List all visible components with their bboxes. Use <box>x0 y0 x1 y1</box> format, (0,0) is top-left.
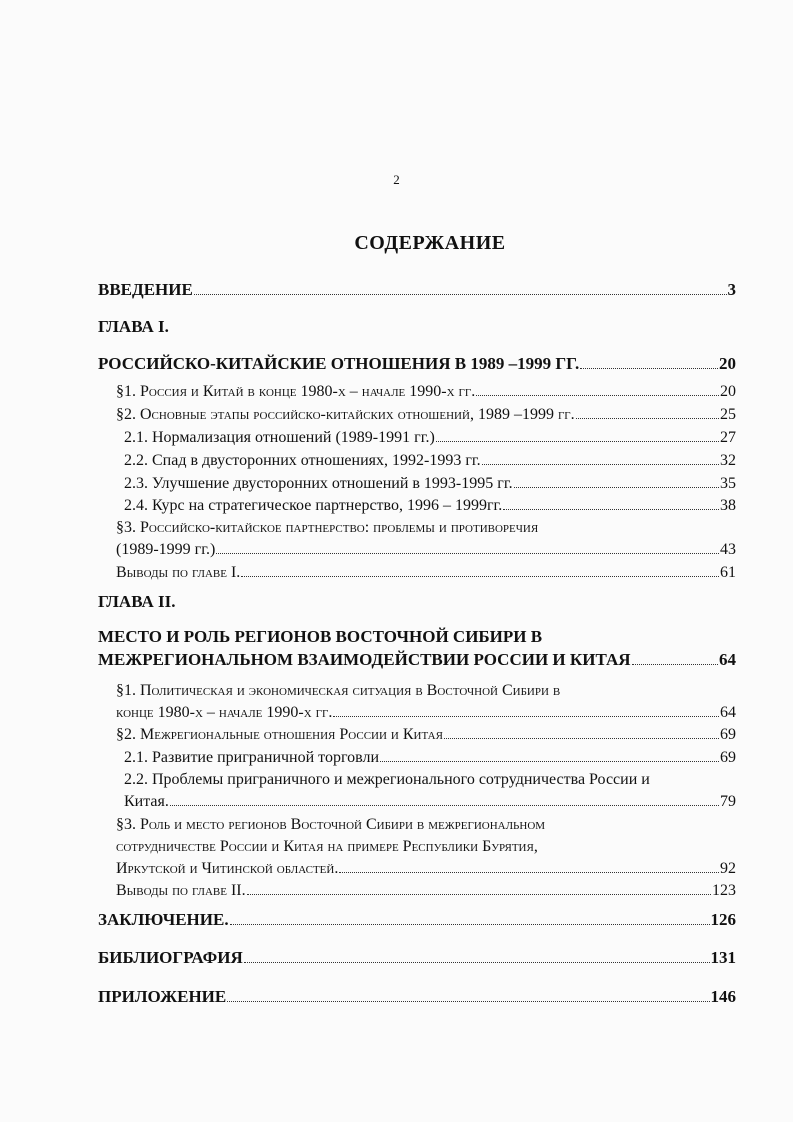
toc-page-number: 64 <box>719 650 736 669</box>
toc-page-number: 3 <box>727 280 736 299</box>
toc-page-number: 61 <box>720 564 736 581</box>
toc-page-number: 69 <box>720 749 736 766</box>
dot-leader <box>247 882 711 895</box>
toc-entry-2-1-line1[interactable]: §1. Политическая и экономическая ситуация в Восточной Сибири в <box>116 682 561 699</box>
dot-leader <box>514 475 719 488</box>
toc-entry-2-2-2[interactable] <box>124 793 736 811</box>
toc-page-number: 43 <box>720 541 736 558</box>
toc-page-number: 64 <box>720 704 736 721</box>
toc-entry-2-3-line2[interactable]: сотрудничестве России и Китая на примере Республики Бурятия, <box>116 838 538 855</box>
toc-entry-text: БИБЛИОГРАФИЯ <box>98 948 243 967</box>
toc-entry-1-3-line1[interactable]: §3. Российско-китайское партнерство: проблемы и противоречия <box>116 519 539 536</box>
toc-page-number: 27 <box>720 429 736 446</box>
toc-entry-intro[interactable] <box>98 281 736 300</box>
toc-page-number: 38 <box>720 497 736 514</box>
toc-entry-1-3[interactable] <box>116 541 736 559</box>
dot-leader <box>216 541 719 554</box>
dot-leader <box>380 749 719 762</box>
dot-leader <box>632 651 718 665</box>
toc-entry-2-2-1[interactable] <box>124 749 736 767</box>
toc-page-number: 92 <box>720 860 736 877</box>
toc-entry-text: Китая. <box>124 793 169 810</box>
toc-page-number: 25 <box>720 406 736 423</box>
toc-entry-1-2-2[interactable] <box>124 452 736 470</box>
dot-leader <box>230 911 710 925</box>
page-title: СОДЕРЖАНИЕ <box>354 232 506 254</box>
toc-entry-appendix[interactable] <box>98 988 736 1007</box>
toc-entry-text: §1. Россия и Китай в конце 1980-х – начале 1990-х гг. <box>116 383 476 400</box>
toc-entry-text: 2.2. Спад в двусторонних отношениях, 1992-1993 гг. <box>124 452 481 469</box>
toc-entry-text: Выводы по главе I. <box>116 564 241 581</box>
toc-entry-text: Выводы по главе II. <box>116 882 246 899</box>
toc-entry-1-conclusions[interactable] <box>116 564 736 582</box>
toc-page-number: 126 <box>710 910 736 929</box>
dot-leader <box>170 793 719 806</box>
toc-entry-2-conclusions[interactable] <box>116 882 736 900</box>
toc-page-number: 35 <box>720 475 736 492</box>
toc-entry-text: (1989-1999 гг.) <box>116 541 216 558</box>
toc-entry-text: §2. Межрегиональные отношения России и Китая <box>116 726 443 743</box>
toc-entry-text: РОССИЙСКО-КИТАЙСКИЕ ОТНОШЕНИЯ В 1989 –1999 ГГ. <box>98 354 580 373</box>
toc-entry-2-3-line1[interactable]: §3. Роль и место регионов Восточной Сибири в межрегиональном <box>116 816 546 833</box>
toc-page-number: 32 <box>720 452 736 469</box>
toc-entry-chapter-2[interactable] <box>98 651 736 670</box>
dot-leader <box>436 429 719 442</box>
chapter-2-label: ГЛАВА II. <box>98 592 176 611</box>
toc-entry-text: 2.1. Нормализация отношений (1989-1991 гг.) <box>124 429 435 446</box>
toc-entry-text: ПРИЛОЖЕНИЕ <box>98 987 227 1006</box>
dot-leader <box>241 564 719 577</box>
toc-entry-text: ЗАКЛЮЧЕНИЕ. <box>98 910 229 929</box>
toc-entry-text: 2.1. Развитие приграничной торговли <box>124 749 380 766</box>
toc-entry-1-2-1[interactable] <box>124 429 736 447</box>
toc-entry-2-1[interactable] <box>116 704 736 722</box>
toc-entry-text: Иркутской и Читинской областей. <box>116 860 339 877</box>
toc-entry-text: 2.3. Улучшение двусторонних отношений в 1993-1995 гг. <box>124 475 513 492</box>
toc-page-number: 79 <box>720 793 736 810</box>
toc-entry-bibliography[interactable] <box>98 949 736 968</box>
toc-page-number: 20 <box>720 383 736 400</box>
toc-entry-text: §2. Основные этапы российско-китайских отношений, 1989 –1999 гг. <box>116 406 575 423</box>
toc-entry-1-1[interactable] <box>116 383 736 401</box>
dot-leader <box>482 452 719 465</box>
dot-leader <box>580 355 718 369</box>
toc-entry-1-2-4[interactable] <box>124 497 736 515</box>
dot-leader <box>244 949 710 963</box>
dot-leader <box>476 383 719 396</box>
page-number: 2 <box>393 172 400 187</box>
toc-entry-1-2[interactable] <box>116 406 736 424</box>
toc-entry-conclusion[interactable] <box>98 911 736 930</box>
toc-entry-2-2-2-line1[interactable]: 2.2. Проблемы приграничного и межрегионального сотрудничества России и <box>124 771 650 788</box>
toc-page-number: 146 <box>710 987 736 1006</box>
toc-entry-chapter-1[interactable] <box>98 355 736 374</box>
toc-page-number: 20 <box>719 354 736 373</box>
chapter-1-label: ГЛАВА I. <box>98 317 169 336</box>
toc-entry-2-3[interactable] <box>116 860 736 878</box>
toc-entry-1-2-3[interactable] <box>124 475 736 493</box>
dot-leader <box>227 988 709 1002</box>
dot-leader <box>339 860 719 873</box>
toc-entry-text: МЕЖРЕГИОНАЛЬНОМ ВЗАИМОДЕЙСТВИИ РОССИИ И КИТАЯ <box>98 650 631 669</box>
toc-page-number: 123 <box>712 882 736 899</box>
toc-page-number: 131 <box>710 948 736 967</box>
dot-leader <box>503 497 719 510</box>
dot-leader <box>333 704 719 717</box>
toc-entry-text: 2.4. Курс на стратегическое партнерство, 1996 – 1999гг. <box>124 497 503 514</box>
toc-page-number: 69 <box>720 726 736 743</box>
toc-entry-chapter-2-line1[interactable]: МЕСТО И РОЛЬ РЕГИОНОВ ВОСТОЧНОЙ СИБИРИ В <box>98 627 543 646</box>
dot-leader <box>444 726 719 739</box>
toc-entry-text: ВВЕДЕНИЕ <box>98 280 193 299</box>
dot-leader <box>194 281 727 295</box>
toc-entry-2-2[interactable] <box>116 726 736 744</box>
toc-entry-text: конце 1980-х – начале 1990-х гг. <box>116 704 333 721</box>
dot-leader <box>576 406 719 419</box>
